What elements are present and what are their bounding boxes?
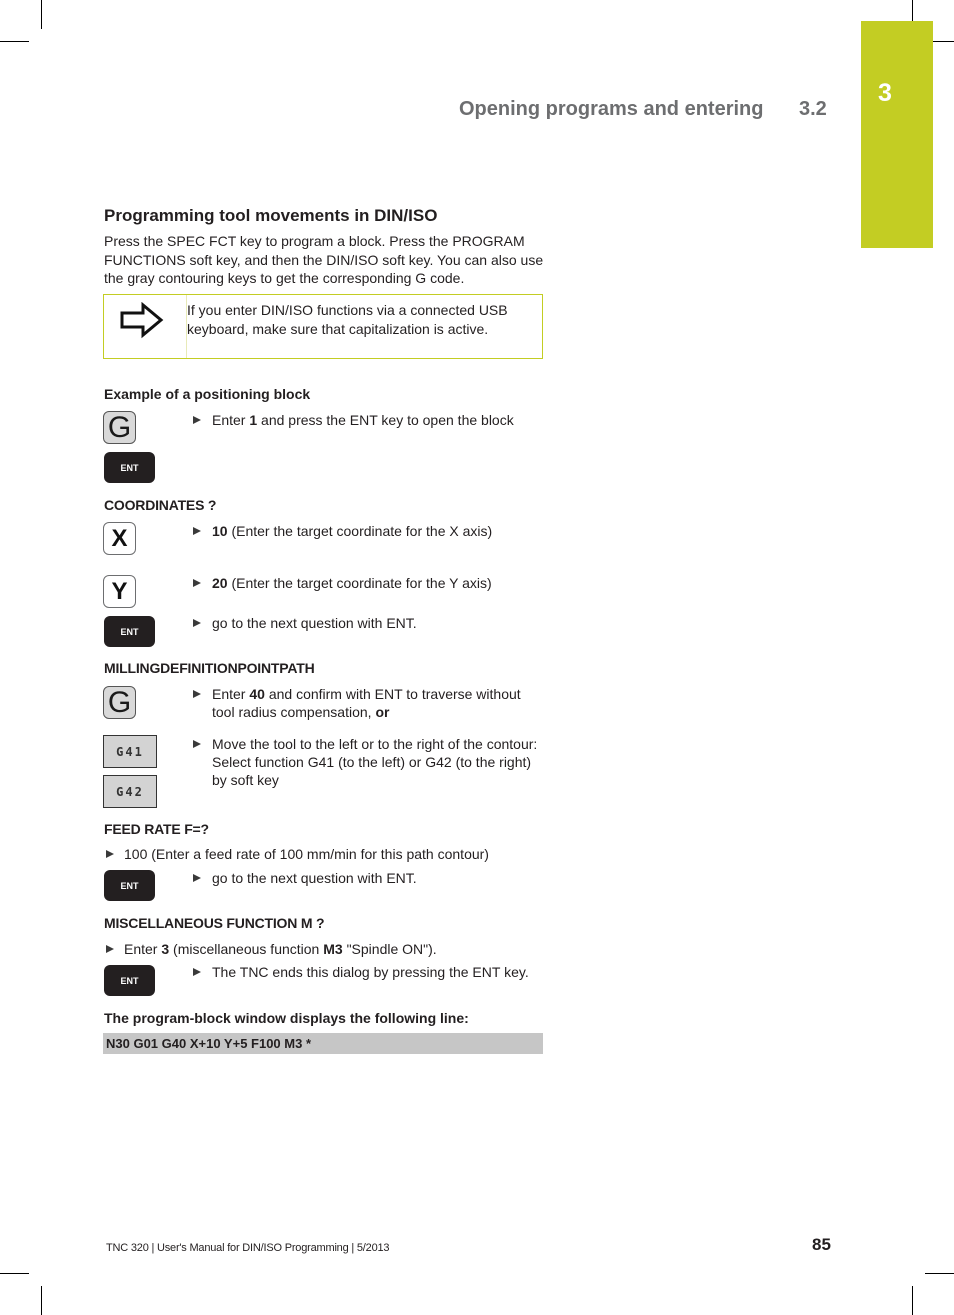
note-text: If you enter DIN/ISO functions via a connected USB keyboard, make sure that capitalization is active. — [187, 302, 508, 337]
dialog-label-milling: MILLINGDEFINITIONPOINTPATH — [104, 660, 315, 676]
example-title: Example of a positioning block — [104, 386, 311, 402]
intro-paragraph: Press the SPEC FCT key to program a block. Press the PROGRAM FUNCTIONS soft key, and then the DIN/ISO soft key. You can also use the gray contouring keys to get the corresponding G code. — [104, 233, 544, 286]
crop-mark — [912, 0, 913, 21]
step-text: go to the next question with ENT. — [212, 615, 417, 631]
ent-key: ENT — [104, 452, 155, 483]
bullet-triangle-icon — [193, 527, 201, 535]
program-block-line: N30 G01 G40 X+10 Y+5 F100 M3 * — [103, 1033, 543, 1054]
ent-key: ENT — [104, 870, 155, 901]
text: Enter — [212, 686, 250, 702]
crop-mark — [0, 1273, 29, 1274]
step-text: Move the tool to the left or to the right of the contour: Select function G41 (to the left) or G42 (to the right) by soft key — [212, 736, 538, 788]
x-key-label: X — [111, 524, 128, 552]
step-text: 100 (Enter a feed rate of 100 mm/min for this path contour) — [124, 846, 489, 862]
step-text — [124, 940, 544, 958]
note-box — [103, 294, 543, 359]
crop-mark — [41, 1286, 42, 1315]
chapter-tab — [861, 21, 933, 248]
chapter-number: 3 — [878, 79, 892, 107]
g-key — [103, 686, 136, 719]
text-bold: 40 — [249, 686, 265, 702]
text: (miscellaneous function — [169, 941, 324, 957]
y-key — [103, 575, 136, 608]
text: (Enter the target coordinate for the X axis) — [227, 523, 493, 539]
section-title: Programming tool movements in DIN/ISO — [104, 206, 438, 225]
text: and press the ENT key to open the block — [257, 412, 514, 428]
step-text — [212, 411, 545, 429]
crop-mark — [933, 41, 954, 42]
text: Enter — [212, 412, 250, 428]
text-bold: 10 — [212, 523, 228, 539]
bullet-triangle-icon — [193, 740, 201, 748]
text-bold: or — [375, 704, 390, 720]
ent-key: ENT — [104, 616, 155, 647]
text-bold: 20 — [212, 575, 228, 591]
footer-text: TNC 320 | User's Manual for DIN/ISO Programming | 5/2013 — [106, 1242, 390, 1254]
step-text: The TNC ends this dialog by pressing the ENT key. — [212, 964, 529, 980]
dialog-label-coordinates: COORDINATES ? — [104, 497, 217, 513]
result-title: The program-block window displays the following line: — [104, 1010, 469, 1026]
bullet-triangle-icon — [193, 579, 201, 587]
bullet-triangle-icon — [193, 619, 201, 627]
text-bold: M3 — [323, 941, 343, 957]
bullet-triangle-icon — [106, 945, 114, 953]
bullet-triangle-icon — [193, 690, 201, 698]
dialog-label-feed-rate: FEED RATE F=? — [104, 821, 209, 837]
dialog-label-misc-function: MISCELLANEOUS FUNCTION M ? — [104, 915, 325, 931]
text: and confirm with ENT to traverse without tool radius compensation, — [212, 686, 521, 720]
arrow-right-icon — [119, 302, 167, 342]
g-key-label: G — [107, 685, 132, 719]
crop-mark — [912, 1286, 913, 1315]
step-text: go to the next question with ENT. — [212, 870, 417, 886]
bullet-triangle-icon — [193, 416, 201, 424]
ent-key: ENT — [104, 965, 155, 996]
softkey-g41: G41 — [103, 735, 157, 768]
crop-mark — [0, 41, 29, 42]
g-key-label: G — [107, 410, 132, 444]
page-number: 85 — [812, 1235, 831, 1254]
step-text — [212, 574, 545, 592]
bullet-triangle-icon — [193, 874, 201, 882]
text: Enter — [124, 941, 162, 957]
text: (Enter the target coordinate for the Y axis) — [227, 575, 492, 591]
text-bold: 1 — [249, 412, 258, 428]
g-key — [103, 411, 136, 444]
crop-mark — [925, 1273, 954, 1274]
text-bold: 3 — [161, 941, 170, 957]
softkey-g42: G42 — [103, 775, 157, 808]
section-number: 3.2 — [799, 98, 827, 120]
text: "Spindle ON"). — [342, 941, 437, 957]
step-text — [212, 522, 545, 540]
running-title: Opening programs and entering — [459, 98, 764, 120]
step-text — [212, 685, 545, 721]
bullet-triangle-icon — [106, 850, 114, 858]
crop-mark — [41, 0, 42, 29]
bullet-triangle-icon — [193, 968, 201, 976]
y-key-label: Y — [111, 577, 128, 605]
x-key — [103, 522, 136, 555]
